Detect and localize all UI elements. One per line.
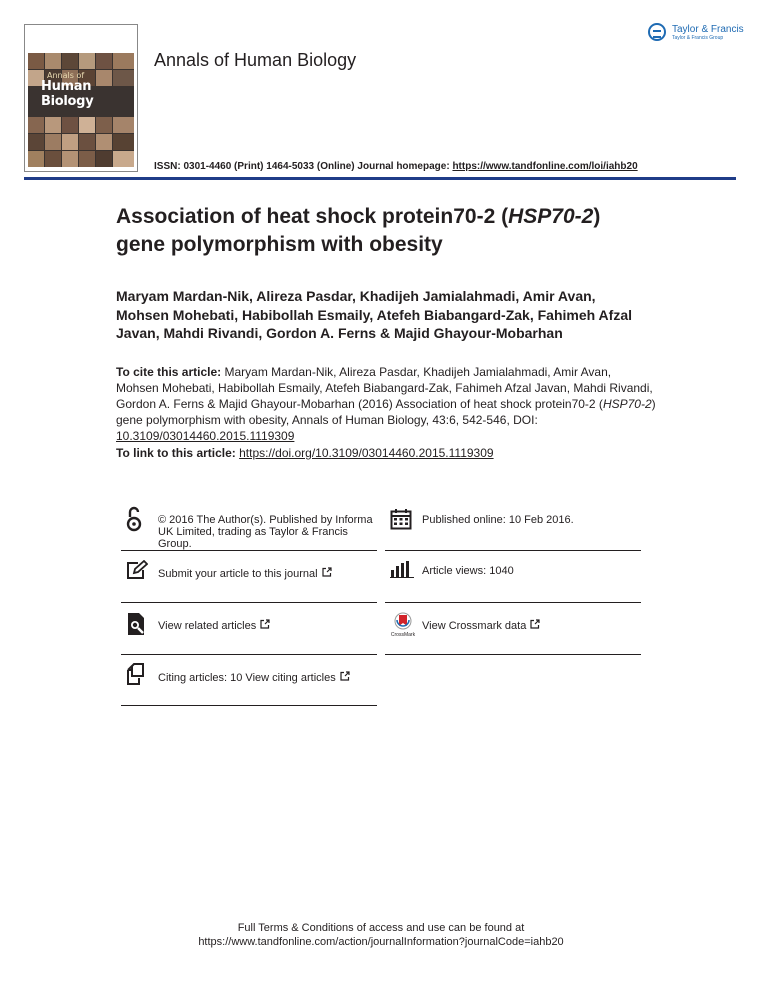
title-gene: HSP70-2 bbox=[508, 205, 594, 228]
crossmark-label: View Crossmark data bbox=[422, 620, 527, 632]
article-title bbox=[116, 203, 676, 259]
submit-article-link[interactable] bbox=[158, 567, 380, 580]
citing-articles-link[interactable] bbox=[158, 671, 380, 684]
publisher-subname: Taylor & Francis Group bbox=[672, 35, 724, 41]
crossmark-logo-text: CrossMark bbox=[390, 632, 416, 638]
title-text-1: Association of heat shock protein70-2 ( bbox=[116, 205, 509, 228]
related-articles-link[interactable] bbox=[158, 619, 380, 632]
divider bbox=[121, 654, 377, 655]
citation-doi-link[interactable]: 10.3109/03014460.2015.1119309 bbox=[116, 429, 295, 443]
publisher-logo[interactable] bbox=[648, 22, 744, 44]
divider bbox=[385, 550, 641, 551]
footer-terms: Full Terms & Conditions of access and use can be found at bbox=[237, 922, 525, 934]
header-rule bbox=[24, 177, 736, 180]
divider bbox=[121, 705, 377, 706]
citing-articles-label: Citing articles: 10 View citing articles bbox=[158, 672, 336, 684]
related-articles-label: View related articles bbox=[158, 620, 257, 632]
journal-name: Annals of Human Biology bbox=[154, 50, 357, 70]
footer bbox=[0, 921, 762, 949]
title-text-3: gene polymorphism with obesity bbox=[116, 233, 443, 256]
external-link-icon bbox=[340, 671, 350, 681]
external-link-icon bbox=[530, 619, 540, 629]
citation-gene: HSP70-2 bbox=[602, 397, 652, 411]
journal-cover bbox=[24, 24, 138, 172]
citing-articles-icon bbox=[126, 662, 150, 686]
article-link-line bbox=[116, 446, 494, 460]
article-authors: Maryam Mardan-Nik, Alireza Pasdar, Khadijeh Jamialahmadi, Amir Avan, Mohsen Mohebati, Habibollah Esmaily, Atefeh Biabangard-Zak, Fahimeh Afzal Javan, Mahdi Rivandi, Gordon A. Ferns & Majid Ghayour-Mobarhan bbox=[116, 288, 633, 341]
published-date: Published online: 10 Feb 2016. bbox=[422, 514, 574, 526]
divider bbox=[385, 654, 641, 655]
license-text: © 2016 The Author(s). Published by Informa UK Limited, trading as Taylor & Francis Group. bbox=[158, 514, 373, 550]
issn-text: ISSN: 0301-4460 (Print) 1464-5033 (Online) Journal homepage: bbox=[154, 161, 453, 172]
footer-terms-link[interactable]: https://www.tandfonline.com/action/journalInformation?journalCode=iahb20 bbox=[198, 936, 564, 948]
divider bbox=[385, 602, 641, 603]
bar-chart-icon bbox=[390, 561, 414, 578]
cover-subtitle: Annals of bbox=[47, 71, 85, 80]
citation-text-2: ) gene polymorphism with obesity, Annals of Human Biology, 43:6, 542-546, DOI: bbox=[116, 397, 656, 427]
article-link-label: To link to this article: bbox=[116, 446, 240, 460]
edit-icon bbox=[126, 560, 148, 580]
article-views: Article views: 1040 bbox=[422, 565, 514, 577]
open-access-icon bbox=[126, 506, 142, 532]
issn-line bbox=[154, 161, 638, 172]
submit-article-label: Submit your article to this journal bbox=[158, 568, 318, 580]
cover-title: Human Biology bbox=[41, 79, 94, 109]
search-document-icon bbox=[126, 612, 148, 636]
crossmark-link[interactable] bbox=[422, 619, 642, 632]
calendar-icon bbox=[390, 508, 412, 530]
title-text-2: ) bbox=[593, 205, 601, 228]
journal-homepage-link[interactable]: https://www.tandfonline.com/loi/iahb20 bbox=[452, 161, 638, 172]
publisher-name: Taylor & Francis bbox=[672, 24, 744, 35]
publisher-logo-icon bbox=[648, 23, 666, 41]
citation-block bbox=[116, 364, 656, 444]
citation-label: To cite this article: bbox=[116, 365, 222, 379]
external-link-icon bbox=[260, 619, 270, 629]
divider bbox=[121, 602, 377, 603]
citation-text-1: Maryam Mardan-Nik, Alireza Pasdar, Khadijeh Jamialahmadi, Amir Avan, Mohsen Mohebati, Habibollah Esmaily, Atefeh Biabangard-Zak, Fahimeh Afzal Javan, Mahdi Rivandi, Gordon A. Ferns & Majid Ghayour-Mobarhan (2016) Association of heat shock protein70-2 ( bbox=[116, 365, 653, 411]
external-link-icon bbox=[322, 567, 332, 577]
divider bbox=[121, 550, 377, 551]
article-doi-link[interactable]: https://doi.org/10.3109/03014460.2015.1119309 bbox=[239, 446, 494, 460]
